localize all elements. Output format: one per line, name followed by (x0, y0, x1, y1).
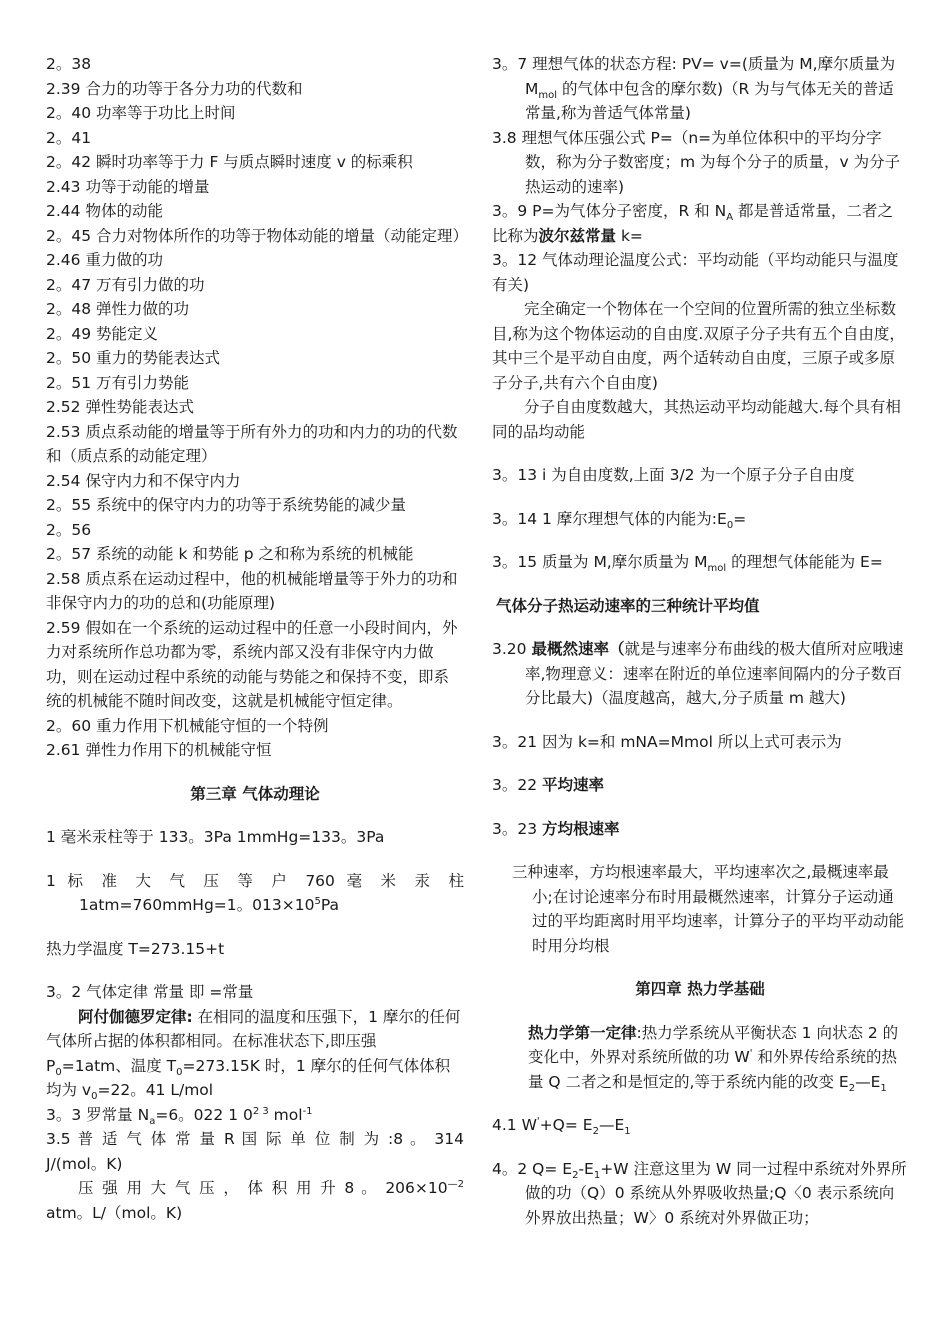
avogadro-constant-line: 3。3 罗常量 $N_a=6$。022 1 $0^{2 3}$ mol$^{-1}$ (46, 1105, 313, 1127)
item-2-47: 2。47 万有引力做的功 (46, 275, 205, 294)
item-2-40: 2。40 功率等于功比上时间 (46, 104, 236, 122)
chapter-3-heading: 第三章 气体动理论 (190, 784, 320, 803)
item-2-53: 2.53 质点系动能的增量等于所有外力的功和内力的功的代数和（质点系的动能定理） (46, 422, 458, 465)
item-2-39: 2.39 合力的功等于各分力功的代数和 (46, 79, 303, 98)
atm-line: 1 标 准 大 气 压 等 户 760 毫 米 汞 柱 (46, 871, 464, 890)
energy-equipartition-paragraph: 分子自由度数越大，其热运动平均动能越大.每个具有相同的品均动能 (492, 398, 901, 441)
item-2-42: 2。42 瞬时功率等于力 F 与质点瞬时速度 v 的标乘积 (46, 153, 413, 171)
item-2-41: 2。41 (46, 128, 92, 147)
item-2-48: 2。48 弹性力做的功 (46, 300, 190, 318)
item-2-54: 2.54 保守内力和不保守内力 (46, 471, 241, 490)
item-3-20: 3.20 最概然速率（就是与速率分布曲线的极大值所对应哦速率,物理意义：速率在附近的单位速率间隔内的分子数百分比最大)（温度越高，越大,分子质量 m 越大) (492, 640, 904, 707)
left-column (46, 52, 469, 1225)
item-2-58: 2.58 质点系在运动过程中，他的机械能增量等于外力的功和非保守内力的功的总和(功能原理) (46, 569, 458, 612)
gas-constant-line: 3.5 普 适 气 体 常 量 R 国 际 单 位 制 为 :8 。 314 J/(mol。K) (46, 1130, 464, 1173)
item-2-59: 2.59 假如在一个系统的运动过程中的任意一小段时间内，外力对系统所作总功都为零，系统内部又没有非保守内力做功，则在运动过程中系统的动能与势能之和保持不变，即系统的机械能不随时间改变，这就是机械能守恒定律。 (46, 618, 458, 710)
item-2-61: 2.61 弹性力作用下的机械能守恒 (46, 741, 272, 759)
avogadro-paragraph: 阿付伽德罗定律: 在相同的温度和压强下，1 摩尔的任何气体所占据的体积都相同。在标准状态下,即压强 $P_0=1atm$、温度 $T_0=273.15K$ 时，1 摩尔的任何气体体积均为 $v_0=22$。41 L/mol (46, 1007, 461, 1103)
item-2-49: 2。49 势能定义 (46, 324, 159, 343)
item-2-51: 2。51 万有引力势能 (46, 373, 190, 392)
item-2-43: 2.43 功等于动能的增量 (46, 177, 210, 196)
formula-4-1: 4.1 $W'+Q= E_2—E_1$ (492, 1115, 631, 1138)
item-3-14: 3。14 1 摩尔理想气体的内能为$:E_0=$ (492, 509, 747, 531)
item-2-52: 2.52 弹性势能表达式 (46, 398, 194, 416)
thermo-temp-line: 热力学温度 T=273.15+t (46, 939, 225, 958)
item-3-23: 3。23 方均根速率 (492, 819, 620, 838)
gas-constant-alt-line: 压 强 用 大 气 压 ， 体 积 用 升 8 。 $206\times 10^{—2}$ atm。L/（mol。K) (46, 1178, 464, 1222)
item-3-9: 3。9 P=为气体分子密度，R 和 $N_A$ 都是普适常量，二者之比称为波尔兹常量 k= (492, 202, 893, 245)
item-2-44: 2.44 物体的动能 (46, 202, 163, 220)
item-3-8: 3.8 理想气体压强公式 P=（n=为单位体积中的平均分字数，称为分子数密度；m 为每个分子的质量，v 为分子热运动的速率) (492, 128, 901, 196)
item-3-12: 3。12 气体动理论温度公式：平均动能（平均动能只与温度有关) (492, 251, 899, 294)
item-2-45: 2。45 合力对物体所作的功等于物体动能的增量（动能定理） (46, 226, 469, 245)
three-speeds-paragraph: 三种速率，方均根速率最大，平均速率次之,最概速率最小;在讨论速率分布时用最概然速率，计算分子运动通过的平均距离时用平均速率，计算分子的平均平动动能时用分均根 (512, 863, 905, 955)
item-3-15: 3。15 质量为 M,摩尔质量为 $M_{mol}$ 的理想气体能能为 E= (492, 553, 883, 575)
atm-formula: 1atm=760mmHg=1。$013\times 10^5Pa$ (79, 895, 339, 914)
item-2-57: 2。57 系统的动能 k 和势能 p 之和称为系统的机械能 (46, 545, 414, 563)
right-column (492, 52, 908, 1230)
gas-law-line: 3。2 气体定律 常量 即 =常量 (46, 983, 254, 1001)
chapter-4-heading: 第四章 热力学基础 (635, 980, 765, 998)
item-2-60: 2。60 重力作用下机械能守恒的一个特例 (46, 716, 329, 735)
item-2-46: 2.46 重力做的功 (46, 251, 163, 269)
item-3-7: 3。7 理想气体的状态方程: PV= v=(质量为 M,摩尔质量为 $M_{mol}$ 的气体中包含的摩尔数)（R 为与气体无关的普适常量,称为普适气体常量) (492, 55, 896, 122)
item-3-21: 3。21 因为 k=和 mNA=Mmol 所以上式可表示为 (492, 732, 842, 751)
first-law-paragraph: 热力学第一定律:热力学系统从平衡状态 1 向状态 2 的变化中，外界对系统所做的功 W' 和外界传给系统的热量 Q 二者之和是恒定的,等于系统内能的改变 $E_2—E_1$ (528, 1023, 899, 1094)
item-3-22: 3。22 平均速率 (492, 776, 605, 794)
mmhg-line: 1 毫米汞柱等于 133。3Pa 1mmHg=133。3Pa (46, 828, 385, 846)
item-2-38: 2。38 (46, 55, 92, 73)
item-2-50: 2。50 重力的势能表达式 (46, 349, 221, 367)
item-2-55: 2。55 系统中的保守内力的功等于系统势能的减少量 (46, 496, 407, 514)
item-2-56: 2。56 (46, 520, 92, 539)
degrees-of-freedom-paragraph: 完全确定一个物体在一个空间的位置所需的独立坐标数目,称为这个物体运动的自由度.双原子分子共有五个自由度，其中三个是平动自由度，两个适转动自由度，三原子或多原子分子,共有六个自由度) (492, 300, 905, 392)
item-3-13: 3。13 i 为自由度数,上面 3/2 为一个原子分子自由度 (492, 466, 855, 484)
formula-4-2: 4。2 $Q= E_2-E_1+W$ 注意这里为 W 同一过程中系统对外界所做的功（Q）0 系统从外界吸收热量;Q〈0 表示系统向外界放出热量；W〉0 系统对外界做正功； (492, 1159, 907, 1227)
speeds-heading: 气体分子热运动速率的三种统计平均值 (496, 596, 760, 615)
